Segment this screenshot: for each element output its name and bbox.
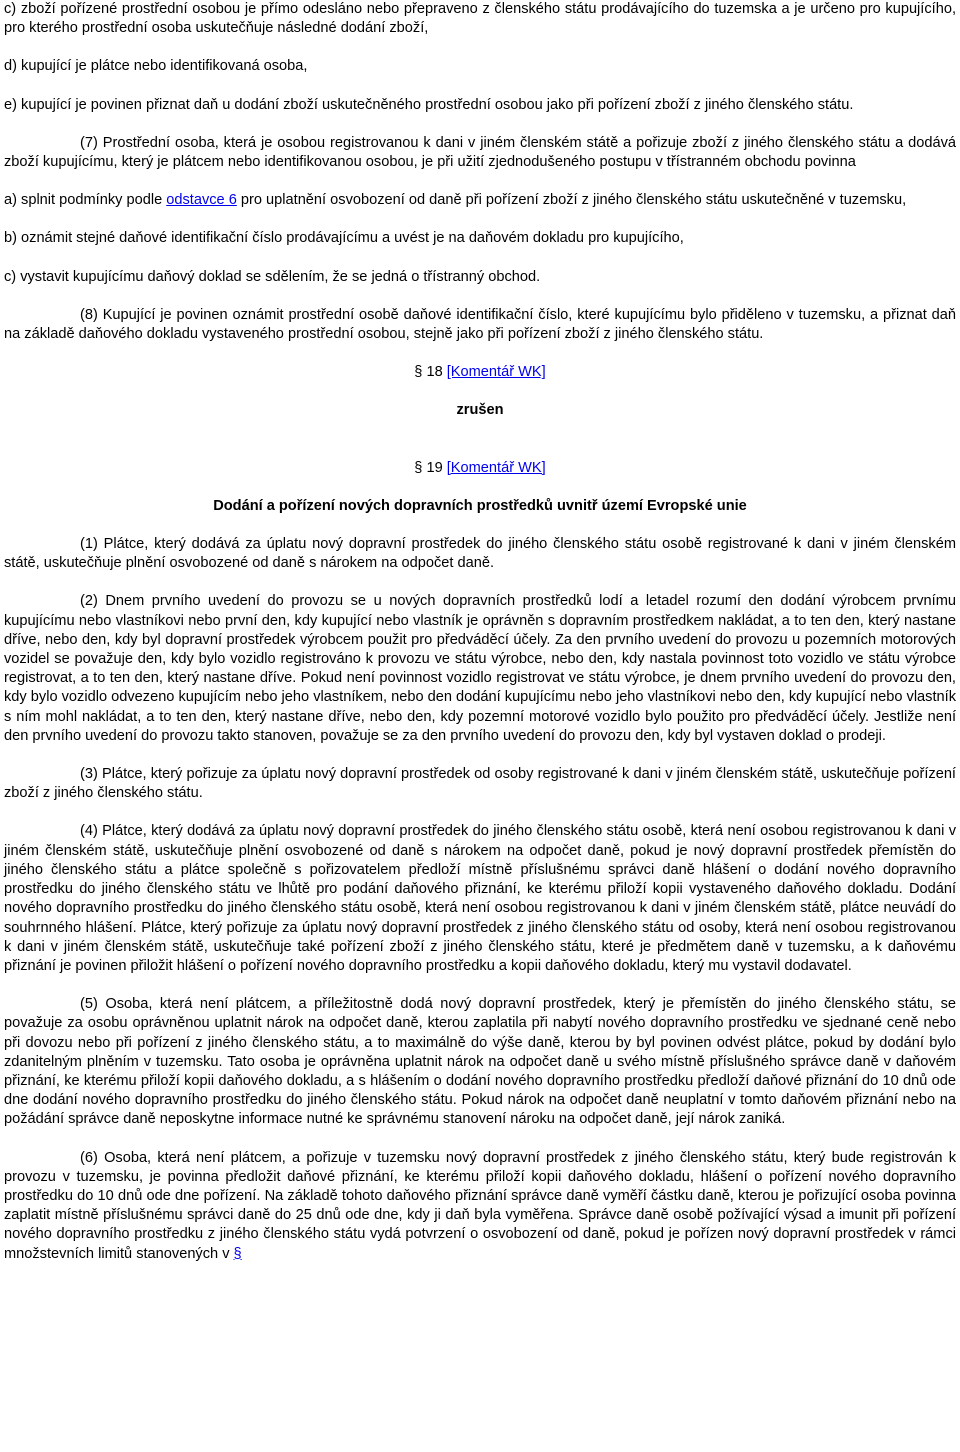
section-reference-link[interactable]: § [233,1245,242,1262]
odstavce-6-link[interactable]: odstavce 6 [166,192,237,209]
section-19-paragraph-6 [4,1149,956,1264]
section-19-heading [4,459,956,478]
paragraph-7-a-rest: pro uplatnění osvobození od daně při pořízení zboží z jiného členského státu uskutečněné v tuzemsku, [236,192,907,209]
paragraph-8: (8) Kupující je povinen oznámit prostřední osobě daňové identifikační číslo, které kupujícímu bylo přiděleno v tuzemsku, a přiznat daň na základě daňového dokladu vystaveného prostřední osobou, stejně jako při pořízení zboží z jiného členského státu. [4,306,956,343]
section-19-paragraph-1: (1) Plátce, který dodává za úplatu nový dopravní prostředek do jiného členského státu osobě registrované k dani v jiném členském státě, uskutečňuje plnění osvobozené od daně s nárokem na odpočet daně. [4,536,956,572]
section-18-heading [4,363,956,382]
item-e: e) kupující je povinen přiznat daň u dodání zboží uskutečněného prostřední osobou jako při pořízení zboží z jiného členského státu. [4,96,854,113]
item-d: d) kupující je plátce nebo identifikovaná osoba, [4,58,308,75]
paragraph-7-a [4,191,956,210]
section-19-title: Dodání a pořízení nových dopravních prostředků uvnitř území Evropské unie [213,497,747,514]
section-18-commentary-link[interactable]: [Komentář WK] [446,364,546,381]
section-19-paragraph-3: (3) Plátce, který pořizuje za úplatu nový dopravní prostředek od osoby registrované k dani v jiném členském státě, uskutečňuje pořízení zboží z jiného členského státu. [4,766,956,802]
paragraph-7-a-text: a) splnit podmínky podle [4,192,167,209]
item-c: c) zboží pořízené prostřední osobou je přímo odesláno nebo přepraveno z členského státu prodávajícího do tuzemska a je určeno pro kupujícího, pro kterého prostřední osoba uskutečňuje následné dodání zboží, [4,1,956,37]
section-19-commentary-link[interactable]: [Komentář WK] [446,459,546,476]
paragraph-7-c: c) vystavit kupujícímu daňový doklad se sdělením, že se jedná o třístranný obchod. [4,268,541,285]
section-19-paragraph-6-text: (6) Osoba, která není plátcem, a pořizuje v tuzemsku nový dopravní prostředek z jiného členského státu, který bude registrován k provozu v tuzemsku, je povinna předložit daňové přiznání, ke kterému přiloží kopii daňového dokladu, hlášení o pořízení nového dopravního prostředku do 10 dnů ode dne pořízení. Na základě tohoto daňového přiznání správce daně vyměří částku daně, kterou je pořizující osoba povinna zaplatit místně příslušnému správci daně do 25 dnů ode dne, kdy ji daň byla vyměřena. Správce daně osobě požívající výsad a imunit při pořízení nového dopravního prostředku z jiného členského státu vydá potvrzení o osvobození od daně, pokud je pořízen nový dopravní prostředek v rámci množstevních limitů stanovených v [4,1149,956,1262]
section-18-number: § 18 [414,364,443,381]
section-18-status: zrušen [456,402,504,419]
section-19-number: § 19 [414,459,443,476]
section-19-paragraph-2: (2) Dnem prvního uvedení do provozu se u nových dopravních prostředků lodí a letadel rozumí den dodání výrobcem prvnímu kupujícímu nebo vlastníkovi nebo první den, kdy kupující nebo vlastník je oprávněn s dopravním prostředkem nakládat, a to ten den, který nastane dříve, nebo den, kdy byl dopravní prostředek výrobcem použit pro předváděcí účely. Za den prvního uvedení do provozu u pozemních motorových vozidel se považuje den, kdy bylo vozidlo registrováno k provozu ve státu výrobce, nebo den, kdy nastala povinnost toto vozidlo ve státu výrobce registrovat, a to ten den, který nastane dříve. Pokud není povinnost vozidlo registrovat ve státu výrobce, je dnem prvního uvedení do provozu den, kdy bylo vozidlo odvezeno kupujícím nebo jeho vlastníkem, nebo den dodání kupujícímu nebo jeho vlastníkovi nebo den, kdy kupující nebo vlastník s ním mohl nakládat, a to ten den, který nastane dříve, nebo den, kdy pozemní motorové vozidlo bylo použito pro předváděcí účely. Jestliže není den prvního uvedení do provozu takto stanoven, považuje se za den prvního uvedení do provozu den, kdy byl vystaven doklad o prodeji. [4,593,956,744]
section-19-paragraph-4: (4) Plátce, který dodává za úplatu nový dopravní prostředek do jiného členského státu osobě, která není osobou registrovanou k dani v jiném členském státě, uskutečňuje plnění osvobozené od daně s nárokem na odpočet daně, pokud je nový dopravní prostředek přemístěn do jiného členského státu a plátce společně s pořizovatelem předloží místně příslušnému správci daně hlášení o dodání nového dopravního prostředku do jiného členského státu ve lhůtě pro podání daňového přiznání, ke kterému přiloží kopii vystaveného daňového dokladu. Dodání nového dopravního prostředku do jiného členského státu osobě, která není osobou registrovanou k dani v jiném členském státě, plátce neuvádí do souhrnného hlášení. Plátce, který pořizuje za úplatu nový dopravní prostředek z jiného členského státu od osoby, která není osobou registrovanou k dani v jiném členském státě, uskutečňuje také pořízení zboží z jiného členského státu, které je předmětem daně v tuzemsku, a k daňovému přiznání je povinen přiložit hlášení o pořízení nového dopravního prostředku a kopii daňového dokladu, který mu vystavil dodavatel. [4,823,956,974]
paragraph-7-intro: (7) Prostřední osoba, která je osobou registrovanou k dani v jiném členském státě a pořizuje zboží z jiného členského státu a dodává zboží kupujícímu, který je plátcem nebo identifikovanou osobou, je při užití zjednodušeného postupu v třístranném obchodu povinna [4,134,956,171]
paragraph-7-b: b) oznámit stejné daňové identifikační číslo prodávajícímu a uvést je na daňovém dokladu pro kupujícího, [4,230,684,247]
section-19-paragraph-5: (5) Osoba, která není plátcem, a příležitostně dodá nový dopravní prostředek, který je přemístěn do jiného členského státu, se považuje za osobu oprávněnou uplatnit nárok na odpočet daně, kterou zaplatila při nabytí nového dopravního prostředku ve sjednané ceně nebo při dovozu nebo při pořízení z jiného členského státu, a to maximálně do výše daně, kterou by byl povinen odvést plátce, pokud by dodání bylo zdanitelným plněním v tuzemsku. Tato osoba je oprávněna uplatnit nárok na odpočet daně u svého místně příslušného správce daně v daňovém přiznání, ke kterému přiloží kopii daňového dokladu, a s hlášením o dodání nového dopravního prostředku předloží daňové přiznání do 10 dnů ode dne dodání nového dopravního prostředku do jiného členského státu. Pokud nárok na odpočet daně neuplatní v tomto daňovém přiznání nebo na požádání správce daně neposkytne informace nutné ke správnému stanovení nároku na odpočet daně, její nárok zaniká. [4,996,956,1128]
